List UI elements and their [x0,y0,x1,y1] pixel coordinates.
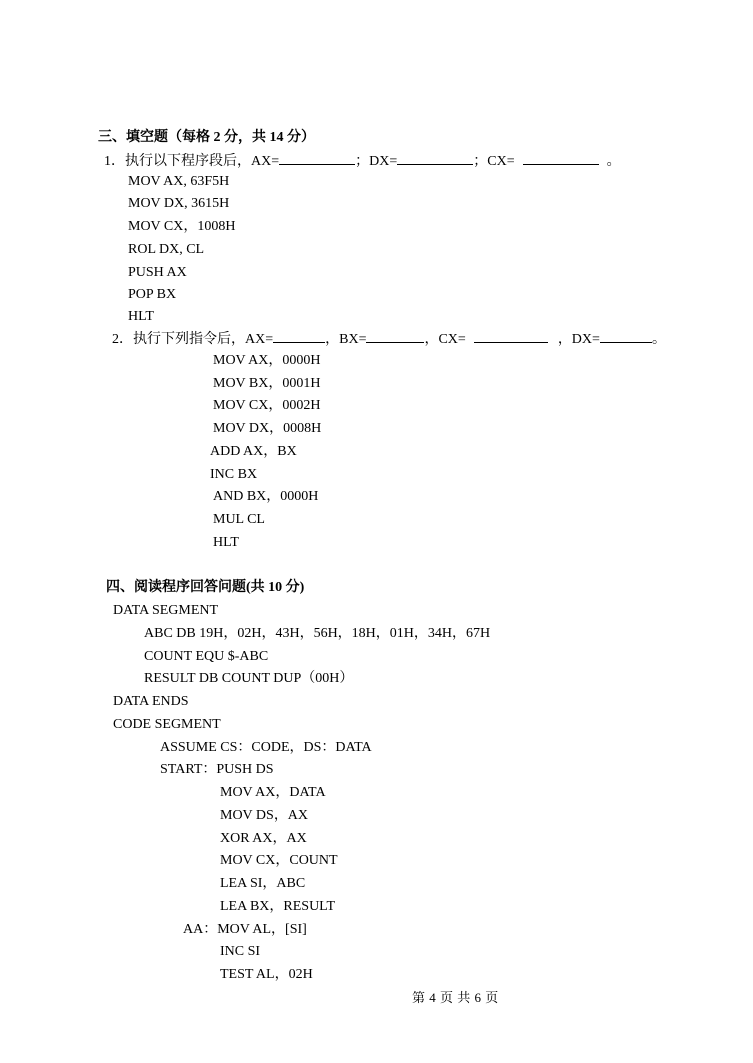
q2-code-line: HLT [213,535,239,550]
program-line: MOV AX，DATA [220,785,326,800]
q2-code-line: ADD AX，BX [210,444,297,459]
q1-code-line: PUSH AX [128,265,187,280]
q1-code-line: MOV AX, 63F5H [128,174,230,189]
program-line: ABC DB 19H，02H，43H，56H，18H，01H，34H，67H [144,626,491,641]
program-line: LEA BX，RESULT [220,899,335,914]
q2-code-line: AND BX，0000H [213,489,319,504]
cx-answer-blank-1[interactable] [523,152,599,165]
q1-code-line: MOV CX，1008H [128,219,236,234]
q2-sep-3: ，DX= [557,332,600,347]
program-line: MOV DS，AX [220,808,309,823]
program-line: COUNT EQU $-ABC [144,649,269,664]
q2-code-line: MOV CX，0002H [213,398,321,413]
page-footer: 第 4 页 共 6 页 [412,990,499,1005]
program-line: CODE SEGMENT [113,717,221,732]
q1-code-line: MOV DX, 3615H [128,196,230,211]
program-line: MOV CX，COUNT [220,853,338,868]
q2-sep-2: ，CX= [424,332,466,347]
program-line: INC SI [220,944,261,959]
bx-answer-blank-2[interactable] [366,330,424,343]
q2-code-line: MUL CL [213,512,265,527]
q2-sep-1: ，BX= [325,332,367,347]
q2-code-line: MOV DX，0008H [213,421,322,436]
q2-end: 。 [651,332,666,347]
q1-sep-1: ；DX= [355,154,398,169]
q1-code-line: ROL DX, CL [128,242,205,257]
q2-code-line: MOV AX，0000H [213,353,321,368]
program-line: LEA SI，ABC [220,876,306,891]
q2-code-line: INC BX [210,467,258,482]
dx-answer-blank-1[interactable] [397,152,473,165]
program-line: DATA SEGMENT [113,603,219,618]
q1-code-line: POP BX [128,287,177,302]
program-line: AA：MOV AL，[SI] [183,922,307,937]
q1-prefix: 1．执行以下程序段后，AX= [104,154,280,169]
cx-answer-blank-2[interactable] [474,330,548,343]
section-4-heading: 四、阅读程序回答问题(共 10 分) [106,580,305,595]
program-line: START：PUSH DS [160,762,274,777]
section-3-heading: 三、填空题（每格 2 分，共 14 分） [98,130,315,145]
program-line: DATA ENDS [113,694,189,709]
q2-prefix: 2．执行下列指令后，AX= [112,332,274,347]
q1-code-line: HLT [128,309,154,324]
question-1-prompt [104,152,621,170]
q1-sep-2: ；CX= [473,154,515,169]
q2-code-line: MOV BX，0001H [213,376,321,391]
ax-answer-blank-2[interactable] [273,330,325,343]
program-line: TEST AL，02H [220,967,313,982]
dx-answer-blank-2[interactable] [600,330,652,343]
program-line: ASSUME CS：CODE，DS：DATA [160,740,372,755]
program-line: XOR AX，AX [220,831,307,846]
program-line: RESULT DB COUNT DUP（00H） [144,671,354,686]
ax-answer-blank-1[interactable] [279,152,355,165]
q1-end: 。 [606,154,621,169]
question-2-prompt [112,330,666,348]
